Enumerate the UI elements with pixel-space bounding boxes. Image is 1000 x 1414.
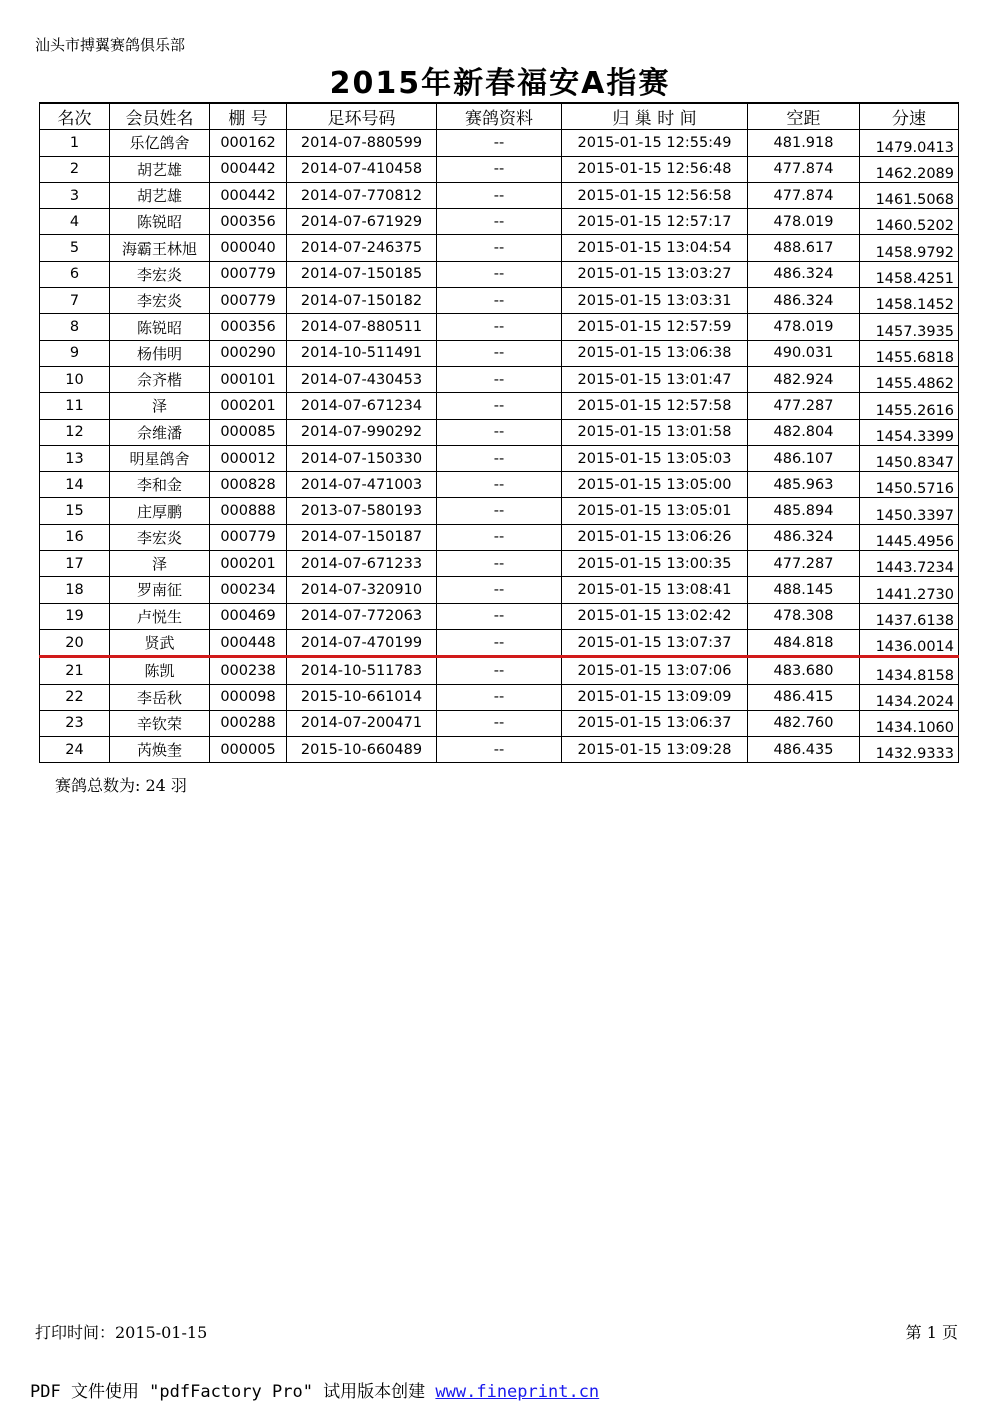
cell-distance: 478.019 xyxy=(748,209,860,235)
cell-speed: 1437.6138 xyxy=(860,603,959,629)
cell-arrival-time: 2015-01-15 13:09:09 xyxy=(562,684,748,710)
watermark-text: PDF 文件使用 "pdfFactory Pro" 试用版本创建 xyxy=(30,1382,436,1402)
table-row xyxy=(40,288,959,314)
cell-ring-number: 2013-07-580193 xyxy=(287,498,437,524)
cell-rank: 21 xyxy=(40,657,110,684)
cell-arrival-time: 2015-01-15 12:57:59 xyxy=(562,314,748,340)
table-row xyxy=(40,156,959,182)
cell-distance: 485.894 xyxy=(748,498,860,524)
cell-loft-id: 000234 xyxy=(210,577,287,603)
cell-distance: 486.324 xyxy=(748,261,860,287)
cell-member-name: 李岳秋 xyxy=(110,684,210,710)
cell-speed: 1455.6818 xyxy=(860,340,959,366)
cell-pigeon-info: -- xyxy=(437,710,562,736)
cell-speed: 1457.3935 xyxy=(860,314,959,340)
cell-arrival-time: 2015-01-15 12:57:17 xyxy=(562,209,748,235)
cell-distance: 477.287 xyxy=(748,551,860,577)
col-header-rank: 名次 xyxy=(40,103,110,130)
page-number: 第 1 页 xyxy=(905,1323,958,1342)
table-row xyxy=(40,314,959,340)
cell-pigeon-info: -- xyxy=(437,366,562,392)
cell-speed: 1432.9333 xyxy=(860,737,959,763)
cell-ring-number: 2014-07-470199 xyxy=(287,629,437,656)
table-row xyxy=(40,445,959,471)
watermark-link[interactable]: www.fineprint.cn xyxy=(435,1382,600,1402)
pdf-watermark xyxy=(30,1377,599,1402)
cell-distance: 488.617 xyxy=(748,235,860,261)
cell-arrival-time: 2015-01-15 13:06:37 xyxy=(562,710,748,736)
cell-distance: 485.963 xyxy=(748,472,860,498)
cell-rank: 1 xyxy=(40,130,110,156)
col-header-distance: 空距 xyxy=(748,103,860,130)
cell-member-name: 乐亿鸽舍 xyxy=(110,130,210,156)
cell-distance: 477.874 xyxy=(748,182,860,208)
cell-speed: 1445.4956 xyxy=(860,524,959,550)
cell-ring-number: 2015-10-661014 xyxy=(287,684,437,710)
cell-speed: 1434.2024 xyxy=(860,684,959,710)
cell-distance: 477.287 xyxy=(748,393,860,419)
cell-ring-number: 2014-07-772063 xyxy=(287,603,437,629)
cell-ring-number: 2015-10-660489 xyxy=(287,737,437,763)
results-body xyxy=(40,130,959,763)
cell-speed: 1434.1060 xyxy=(860,710,959,736)
cell-speed: 1479.0413 xyxy=(860,130,959,156)
col-header-ring-number: 足环号码 xyxy=(287,103,437,130)
cell-rank: 7 xyxy=(40,288,110,314)
table-row xyxy=(40,472,959,498)
cell-member-name: 李宏炎 xyxy=(110,261,210,287)
cell-arrival-time: 2015-01-15 12:56:48 xyxy=(562,156,748,182)
cell-ring-number: 2014-07-671234 xyxy=(287,393,437,419)
table-row xyxy=(40,366,959,392)
table-row xyxy=(40,577,959,603)
cell-ring-number: 2014-07-671929 xyxy=(287,209,437,235)
cell-member-name: 庄厚鹏 xyxy=(110,498,210,524)
cell-loft-id: 000162 xyxy=(210,130,287,156)
cell-pigeon-info: -- xyxy=(437,629,562,656)
cell-arrival-time: 2015-01-15 12:56:58 xyxy=(562,182,748,208)
cell-pigeon-info: -- xyxy=(437,156,562,182)
cell-loft-id: 000356 xyxy=(210,209,287,235)
cell-ring-number: 2014-10-511783 xyxy=(287,657,437,684)
cell-member-name: 芮焕奎 xyxy=(110,737,210,763)
cell-loft-id: 000012 xyxy=(210,445,287,471)
cell-loft-id: 000779 xyxy=(210,288,287,314)
cell-member-name: 佘齐楷 xyxy=(110,366,210,392)
cell-member-name: 佘维潘 xyxy=(110,419,210,445)
col-header-speed: 分速 xyxy=(860,103,959,130)
cell-speed: 1436.0014 xyxy=(860,629,959,656)
total-count: 赛鸽总数为: 24 羽 xyxy=(55,776,187,795)
cell-arrival-time: 2015-01-15 13:03:31 xyxy=(562,288,748,314)
cell-pigeon-info: -- xyxy=(437,288,562,314)
cell-rank: 12 xyxy=(40,419,110,445)
cell-loft-id: 000828 xyxy=(210,472,287,498)
cell-ring-number: 2014-10-511491 xyxy=(287,340,437,366)
cell-rank: 15 xyxy=(40,498,110,524)
cell-rank: 24 xyxy=(40,737,110,763)
cell-member-name: 罗南征 xyxy=(110,577,210,603)
cell-speed: 1450.8347 xyxy=(860,445,959,471)
cell-pigeon-info: -- xyxy=(437,130,562,156)
cell-ring-number: 2014-07-990292 xyxy=(287,419,437,445)
cell-distance: 477.874 xyxy=(748,156,860,182)
cell-rank: 16 xyxy=(40,524,110,550)
cell-arrival-time: 2015-01-15 13:06:26 xyxy=(562,524,748,550)
cell-rank: 22 xyxy=(40,684,110,710)
cell-loft-id: 000779 xyxy=(210,524,287,550)
table-row xyxy=(40,182,959,208)
cell-distance: 490.031 xyxy=(748,340,860,366)
cell-member-name: 卢悦生 xyxy=(110,603,210,629)
cell-rank: 11 xyxy=(40,393,110,419)
cell-loft-id: 000005 xyxy=(210,737,287,763)
cell-member-name: 杨伟明 xyxy=(110,340,210,366)
table-row xyxy=(40,130,959,156)
table-header-row xyxy=(40,103,959,130)
table-row xyxy=(40,393,959,419)
cell-ring-number: 2014-07-671233 xyxy=(287,551,437,577)
cell-ring-number: 2014-07-320910 xyxy=(287,577,437,603)
cell-speed: 1458.4251 xyxy=(860,261,959,287)
table-row xyxy=(40,684,959,710)
cell-pigeon-info: -- xyxy=(437,393,562,419)
table-row xyxy=(40,657,959,684)
table-row xyxy=(40,603,959,629)
cell-pigeon-info: -- xyxy=(437,261,562,287)
cell-ring-number: 2014-07-150185 xyxy=(287,261,437,287)
cell-rank: 10 xyxy=(40,366,110,392)
cell-speed: 1450.3397 xyxy=(860,498,959,524)
cell-arrival-time: 2015-01-15 13:03:27 xyxy=(562,261,748,287)
cell-rank: 6 xyxy=(40,261,110,287)
cell-arrival-time: 2015-01-15 13:05:03 xyxy=(562,445,748,471)
cell-rank: 20 xyxy=(40,629,110,656)
cell-distance: 482.760 xyxy=(748,710,860,736)
cell-ring-number: 2014-07-880511 xyxy=(287,314,437,340)
table-row xyxy=(40,551,959,577)
cell-loft-id: 000101 xyxy=(210,366,287,392)
cell-pigeon-info: -- xyxy=(437,182,562,208)
cell-speed: 1455.2616 xyxy=(860,393,959,419)
table-row xyxy=(40,340,959,366)
cell-member-name: 陈凯 xyxy=(110,657,210,684)
cell-rank: 4 xyxy=(40,209,110,235)
cell-distance: 481.918 xyxy=(748,130,860,156)
table-row xyxy=(40,629,959,656)
cell-distance: 488.145 xyxy=(748,577,860,603)
cell-rank: 13 xyxy=(40,445,110,471)
cell-pigeon-info: -- xyxy=(437,419,562,445)
cell-arrival-time: 2015-01-15 12:55:49 xyxy=(562,130,748,156)
cell-member-name: 海霸王林旭 xyxy=(110,235,210,261)
results-table xyxy=(39,102,959,763)
table-row xyxy=(40,710,959,736)
cell-loft-id: 000201 xyxy=(210,393,287,419)
cell-loft-id: 000098 xyxy=(210,684,287,710)
cell-rank: 23 xyxy=(40,710,110,736)
cell-speed: 1462.2089 xyxy=(860,156,959,182)
cell-speed: 1454.3399 xyxy=(860,419,959,445)
page-title: 2015年新春福安A指赛 xyxy=(329,66,671,101)
cell-pigeon-info: -- xyxy=(437,340,562,366)
cell-loft-id: 000040 xyxy=(210,235,287,261)
cell-arrival-time: 2015-01-15 13:08:41 xyxy=(562,577,748,603)
cell-arrival-time: 2015-01-15 13:05:01 xyxy=(562,498,748,524)
cell-rank: 8 xyxy=(40,314,110,340)
cell-pigeon-info: -- xyxy=(437,472,562,498)
col-header-member-name: 会员姓名 xyxy=(110,103,210,130)
cell-ring-number: 2014-07-410458 xyxy=(287,156,437,182)
cell-loft-id: 000201 xyxy=(210,551,287,577)
cell-pigeon-info: -- xyxy=(437,551,562,577)
cell-speed: 1460.5202 xyxy=(860,209,959,235)
cell-rank: 9 xyxy=(40,340,110,366)
cell-arrival-time: 2015-01-15 13:00:35 xyxy=(562,551,748,577)
cell-ring-number: 2014-07-880599 xyxy=(287,130,437,156)
cell-loft-id: 000442 xyxy=(210,182,287,208)
cell-ring-number: 2014-07-246375 xyxy=(287,235,437,261)
cell-arrival-time: 2015-01-15 13:04:54 xyxy=(562,235,748,261)
cell-ring-number: 2014-07-430453 xyxy=(287,366,437,392)
cell-speed: 1455.4862 xyxy=(860,366,959,392)
cell-rank: 14 xyxy=(40,472,110,498)
cell-rank: 19 xyxy=(40,603,110,629)
table-row xyxy=(40,209,959,235)
cell-member-name: 李和金 xyxy=(110,472,210,498)
cell-member-name: 辛钦荣 xyxy=(110,710,210,736)
cell-arrival-time: 2015-01-15 13:01:58 xyxy=(562,419,748,445)
cell-ring-number: 2014-07-150330 xyxy=(287,445,437,471)
cell-distance: 486.107 xyxy=(748,445,860,471)
cell-pigeon-info: -- xyxy=(437,498,562,524)
cell-arrival-time: 2015-01-15 13:01:47 xyxy=(562,366,748,392)
cell-arrival-time: 2015-01-15 13:05:00 xyxy=(562,472,748,498)
cell-distance: 486.415 xyxy=(748,684,860,710)
cell-distance: 484.818 xyxy=(748,629,860,656)
print-time: 打印时间：2015-01-15 xyxy=(35,1323,208,1342)
cell-distance: 482.924 xyxy=(748,366,860,392)
cell-arrival-time: 2015-01-15 12:57:58 xyxy=(562,393,748,419)
cell-pigeon-info: -- xyxy=(437,657,562,684)
cell-loft-id: 000290 xyxy=(210,340,287,366)
cell-distance: 486.324 xyxy=(748,288,860,314)
cell-distance: 486.324 xyxy=(748,524,860,550)
cell-pigeon-info: -- xyxy=(437,524,562,550)
cell-pigeon-info: -- xyxy=(437,314,562,340)
cell-member-name: 胡艺雄 xyxy=(110,182,210,208)
cell-distance: 483.680 xyxy=(748,657,860,684)
col-header-loft-id: 棚 号 xyxy=(210,103,287,130)
cell-distance: 478.308 xyxy=(748,603,860,629)
cell-distance: 486.435 xyxy=(748,737,860,763)
cell-member-name: 泽 xyxy=(110,393,210,419)
cell-distance: 478.019 xyxy=(748,314,860,340)
cell-speed: 1461.5068 xyxy=(860,182,959,208)
club-name: 汕头市搏翼赛鸽俱乐部 xyxy=(35,36,186,54)
cell-member-name: 明星鸽舍 xyxy=(110,445,210,471)
cell-arrival-time: 2015-01-15 13:07:06 xyxy=(562,657,748,684)
col-header-pigeon-info: 赛鸽资料 xyxy=(437,103,562,130)
table-row xyxy=(40,737,959,763)
cell-speed: 1443.7234 xyxy=(860,551,959,577)
table-row xyxy=(40,261,959,287)
cell-loft-id: 000288 xyxy=(210,710,287,736)
cell-member-name: 陈锐昭 xyxy=(110,314,210,340)
cell-loft-id: 000356 xyxy=(210,314,287,340)
cell-arrival-time: 2015-01-15 13:07:37 xyxy=(562,629,748,656)
cell-member-name: 陈锐昭 xyxy=(110,209,210,235)
cell-member-name: 李宏炎 xyxy=(110,524,210,550)
cell-member-name: 李宏炎 xyxy=(110,288,210,314)
cell-rank: 2 xyxy=(40,156,110,182)
cell-pigeon-info: -- xyxy=(437,603,562,629)
cell-rank: 18 xyxy=(40,577,110,603)
cell-pigeon-info: -- xyxy=(437,737,562,763)
cell-ring-number: 2014-07-471003 xyxy=(287,472,437,498)
cell-loft-id: 000442 xyxy=(210,156,287,182)
cell-ring-number: 2014-07-770812 xyxy=(287,182,437,208)
cell-ring-number: 2014-07-200471 xyxy=(287,710,437,736)
cell-rank: 5 xyxy=(40,235,110,261)
cell-member-name: 泽 xyxy=(110,551,210,577)
cell-speed: 1441.2730 xyxy=(860,577,959,603)
cell-arrival-time: 2015-01-15 13:06:38 xyxy=(562,340,748,366)
cell-distance: 482.804 xyxy=(748,419,860,445)
cell-loft-id: 000888 xyxy=(210,498,287,524)
cell-speed: 1434.8158 xyxy=(860,657,959,684)
cell-arrival-time: 2015-01-15 13:09:28 xyxy=(562,737,748,763)
cell-pigeon-info: -- xyxy=(437,445,562,471)
cell-ring-number: 2014-07-150187 xyxy=(287,524,437,550)
cell-loft-id: 000238 xyxy=(210,657,287,684)
cell-loft-id: 000779 xyxy=(210,261,287,287)
cell-loft-id: 000448 xyxy=(210,629,287,656)
cell-rank: 17 xyxy=(40,551,110,577)
cell-loft-id: 000469 xyxy=(210,603,287,629)
cell-speed: 1458.9792 xyxy=(860,235,959,261)
cell-ring-number: 2014-07-150182 xyxy=(287,288,437,314)
cell-member-name: 胡艺雄 xyxy=(110,156,210,182)
table-row xyxy=(40,235,959,261)
cell-arrival-time: 2015-01-15 13:02:42 xyxy=(562,603,748,629)
table-row xyxy=(40,419,959,445)
cell-pigeon-info: -- xyxy=(437,235,562,261)
cell-member-name: 贤武 xyxy=(110,629,210,656)
cell-pigeon-info: -- xyxy=(437,577,562,603)
cell-pigeon-info: -- xyxy=(437,209,562,235)
col-header-arrival-time: 归 巢 时 间 xyxy=(562,103,748,130)
cell-loft-id: 000085 xyxy=(210,419,287,445)
cell-speed: 1458.1452 xyxy=(860,288,959,314)
cell-pigeon-info: -- xyxy=(437,684,562,710)
table-row xyxy=(40,524,959,550)
table-row xyxy=(40,498,959,524)
cell-rank: 3 xyxy=(40,182,110,208)
cell-speed: 1450.5716 xyxy=(860,472,959,498)
